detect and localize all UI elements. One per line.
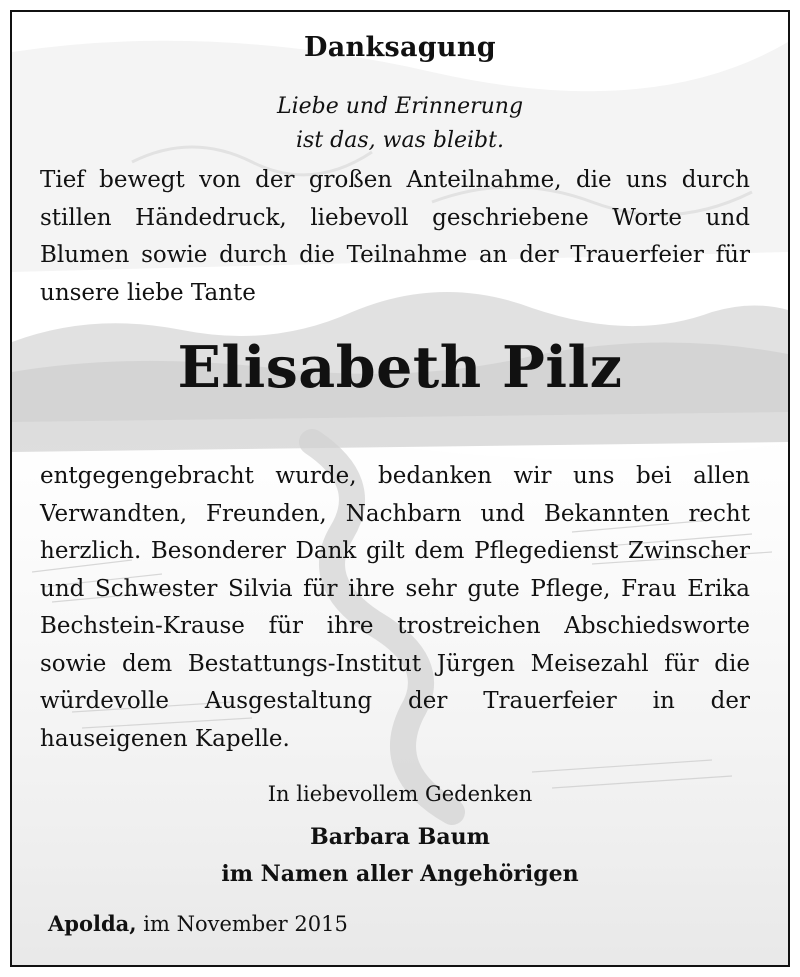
- notice-heading: Danksagung: [304, 32, 496, 63]
- signer-name: Barbara Baum: [310, 824, 490, 850]
- thanks-paragraph: entgegengebracht wurde, bedanken wir uns bei allen Verwandten, Freunden, Nachbarn und Bekannten recht herzlich. Besonderer Dank gilt dem Pflegedienst Zwinscher und Schwester Silvia für ihre sehr gute Pflege, Frau Erika Bechstein-Krause für ihre trostreichen Abschiedsworte sowie dem Bestattungs-Institut Jürgen Meisezahl für die würdevolle Ausgestaltung der Trauerfeier in der hauseigenen Kapelle.: [40, 463, 750, 752]
- motto: [12, 90, 788, 158]
- closing-phrase: In liebevollem Gedenken: [267, 782, 533, 806]
- motto-line-1: Liebe und Erinnerung: [276, 94, 524, 119]
- motto-line-2: ist das, was bleibt.: [296, 128, 504, 153]
- deceased-name: Elisabeth Pilz: [177, 334, 623, 401]
- signature-block: [12, 819, 788, 893]
- notice-frame: [10, 10, 790, 967]
- place: Apolda,: [48, 911, 137, 936]
- signer-note: im Namen aller Angehörigen: [221, 861, 579, 887]
- date: im November 2015: [143, 912, 348, 936]
- intro-paragraph: Tief bewegt von der großen Anteilnahme, die uns durch stillen Händedruck, liebevoll geschriebene Worte und Blumen sowie durch die Teilnahme an der Trauerfeier für unsere liebe Tante: [40, 167, 750, 306]
- place-date: [48, 911, 348, 936]
